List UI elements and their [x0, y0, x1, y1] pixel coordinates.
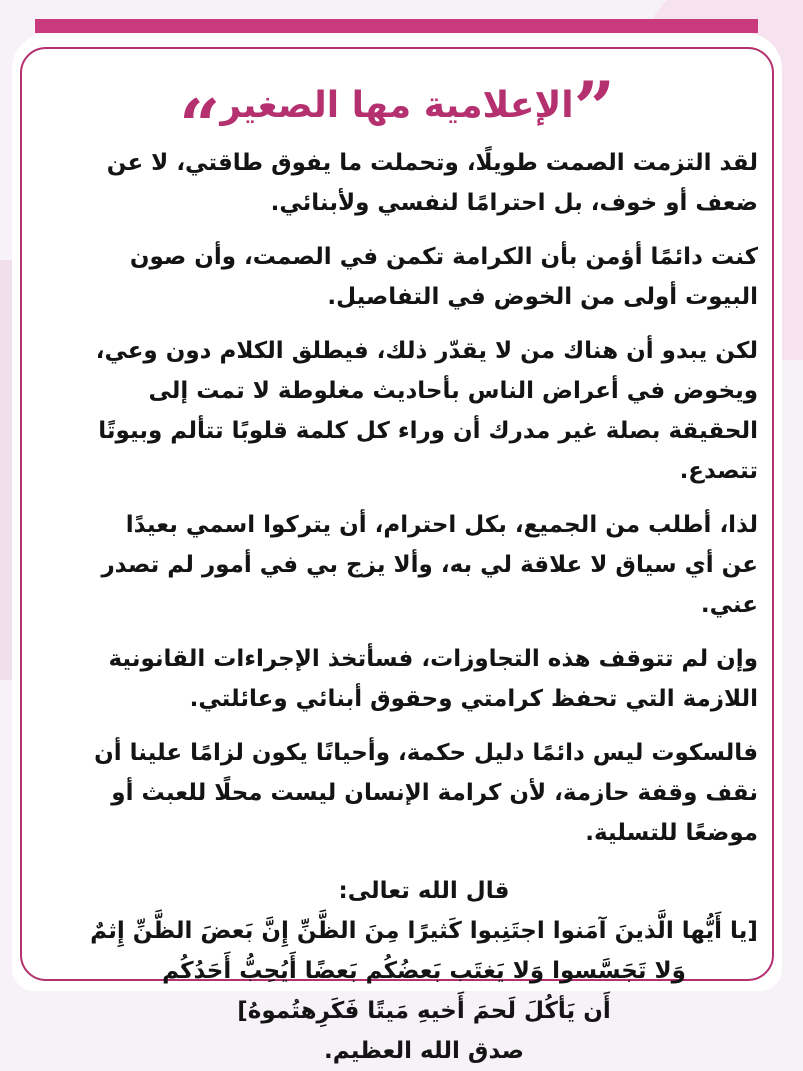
top-accent-bar — [35, 19, 758, 33]
paragraph: فالسكوت ليس دائمًا دليل حكمة، وأحيانًا يكون لزامًا علينا أن نقف وقفة حازمة، لأن كرامة الإنسان ليست محلًا للعبث أو موضعًا للتسلية. — [94, 740, 758, 846]
statement-body — [90, 143, 758, 1071]
verse-line: [يا أَيُّها الَّذينَ آمَنوا اجتَنِبوا كَثيرًا مِنَ الظَّنِّ إِنَّ بَعضَ الظَّنِّ إِثمٌ — [90, 918, 758, 944]
paragraph: كنت دائمًا أؤمن بأن الكرامة تكمن في الصمت، وأن صون البيوت أولى من الخوض في التفاصيل. — [129, 244, 758, 310]
title-row — [12, 65, 782, 168]
statement-card — [12, 33, 782, 1064]
quran-verse — [90, 871, 758, 1071]
verse-line: أَن يَأكُلَ لَحمَ أَخيهِ مَيتًا فَكَرِهتُموهُ] — [237, 998, 611, 1024]
paragraph: لكن يبدو أن هناك من لا يقدّر ذلك، فيطلق الكلام دون وعي، ويخوض في أعراض الناس بأحاديث مغلوطة لا تمت إلى الحقيقة بصلة غير مدرك أن وراء كل كلمة قلوبًا تتألم وبيوتًا تتصدع. — [95, 338, 758, 484]
paragraph: لذا، أطلب من الجميع، بكل احترام، أن يتركوا اسمي بعيدًا عن أي سياق لا علاقة لي به، وألا يزج بي في أمور لم تصدر عني. — [101, 512, 758, 618]
close-quote-icon: ” — [573, 65, 616, 150]
verse-closing: صدق الله العظيم. — [323, 1038, 524, 1064]
page-title: الإعلامية مها الصغير — [220, 85, 574, 126]
open-quote-icon: “ — [178, 83, 221, 168]
verse-line: وَلا تَجَسَّسوا وَلا يَغتَب بَعضُكُم بَعضًا أَيُحِبُّ أَحَدُكُم — [162, 958, 686, 984]
verse-intro: قال الله تعالى: — [338, 878, 510, 904]
paragraph: وإن لم تتوقف هذه التجاوزات، فسأتخذ الإجراءات القانونية اللازمة التي تحفظ كرامتي وحقوق أبنائي وعائلتي. — [108, 646, 758, 712]
paragraph: لقد التزمت الصمت طويلًا، وتحملت ما يفوق طاقتي، لا عن ضعف أو خوف، بل احترامًا لنفسي ولأبنائي. — [106, 150, 758, 216]
